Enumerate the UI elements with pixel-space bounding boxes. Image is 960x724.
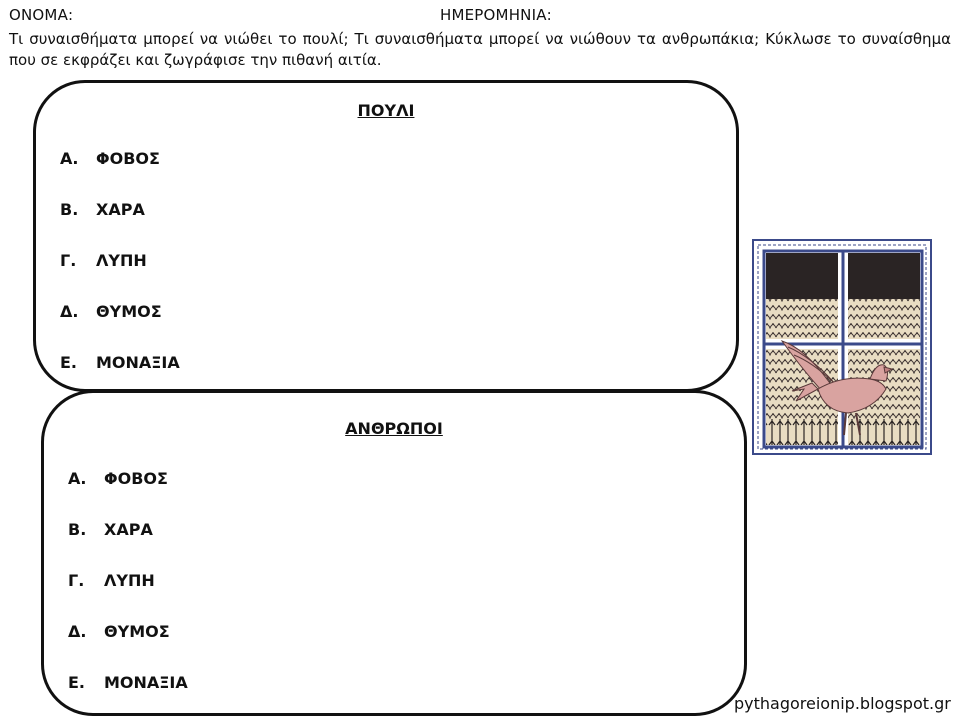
option-text: ΜΟΝΑΞΙΑ bbox=[104, 673, 188, 692]
option-letter: Ε. bbox=[68, 673, 86, 692]
option-text: ΘΥΜΟΣ bbox=[104, 622, 170, 641]
option-letter: Ε. bbox=[60, 353, 78, 372]
option-letter: Γ. bbox=[60, 251, 77, 270]
people-panel-title: ΑΝΘΡΩΠΟΙ bbox=[345, 419, 443, 438]
option-text: ΦΟΒΟΣ bbox=[96, 149, 160, 168]
option-joy[interactable] bbox=[68, 520, 188, 571]
option-letter: Δ. bbox=[60, 302, 79, 321]
option-loneliness[interactable] bbox=[68, 673, 188, 724]
bird-panel-title: ΠΟΥΛΙ bbox=[357, 101, 415, 120]
option-letter: Α. bbox=[60, 149, 79, 168]
option-letter: Δ. bbox=[68, 622, 87, 641]
option-joy[interactable] bbox=[60, 200, 180, 251]
option-letter: Β. bbox=[68, 520, 87, 539]
option-text: ΧΑΡΑ bbox=[96, 200, 145, 219]
people-panel bbox=[41, 390, 747, 716]
option-text: ΛΥΠΗ bbox=[104, 571, 155, 590]
option-text: ΛΥΠΗ bbox=[96, 251, 147, 270]
date-label: ΗΜΕΡΟΜΗΝΙΑ: bbox=[440, 6, 552, 24]
name-label: ΟΝΟΜΑ: bbox=[9, 6, 74, 24]
option-sadness[interactable] bbox=[68, 571, 188, 622]
option-fear[interactable] bbox=[60, 149, 180, 200]
option-text: ΜΟΝΑΞΙΑ bbox=[96, 353, 180, 372]
option-text: ΘΥΜΟΣ bbox=[96, 302, 162, 321]
option-text: ΧΑΡΑ bbox=[104, 520, 153, 539]
bird-panel bbox=[33, 80, 739, 392]
option-letter: Β. bbox=[60, 200, 79, 219]
bird-window-illustration bbox=[752, 239, 932, 455]
option-fear[interactable] bbox=[68, 469, 188, 520]
option-text: ΦΟΒΟΣ bbox=[104, 469, 168, 488]
option-sadness[interactable] bbox=[60, 251, 180, 302]
option-letter: Α. bbox=[68, 469, 87, 488]
option-letter: Γ. bbox=[68, 571, 85, 590]
instructions-text: Τι συναισθήματα μπορεί να νιώθει το πουλί; Τι συναισθήματα μπορεί να νιώθουν τα ανθρωπάκια; Κύκλωσε το συναίσθημα που σε εκφράζει και ζωγράφισε την πιθανή αιτία. bbox=[9, 30, 951, 69]
option-anger[interactable] bbox=[60, 302, 180, 353]
source-url[interactable]: pythagoreionip.blogspot.gr bbox=[734, 694, 951, 713]
bird-options-list bbox=[60, 149, 180, 404]
option-anger[interactable] bbox=[68, 622, 188, 673]
people-options-list bbox=[68, 469, 188, 724]
